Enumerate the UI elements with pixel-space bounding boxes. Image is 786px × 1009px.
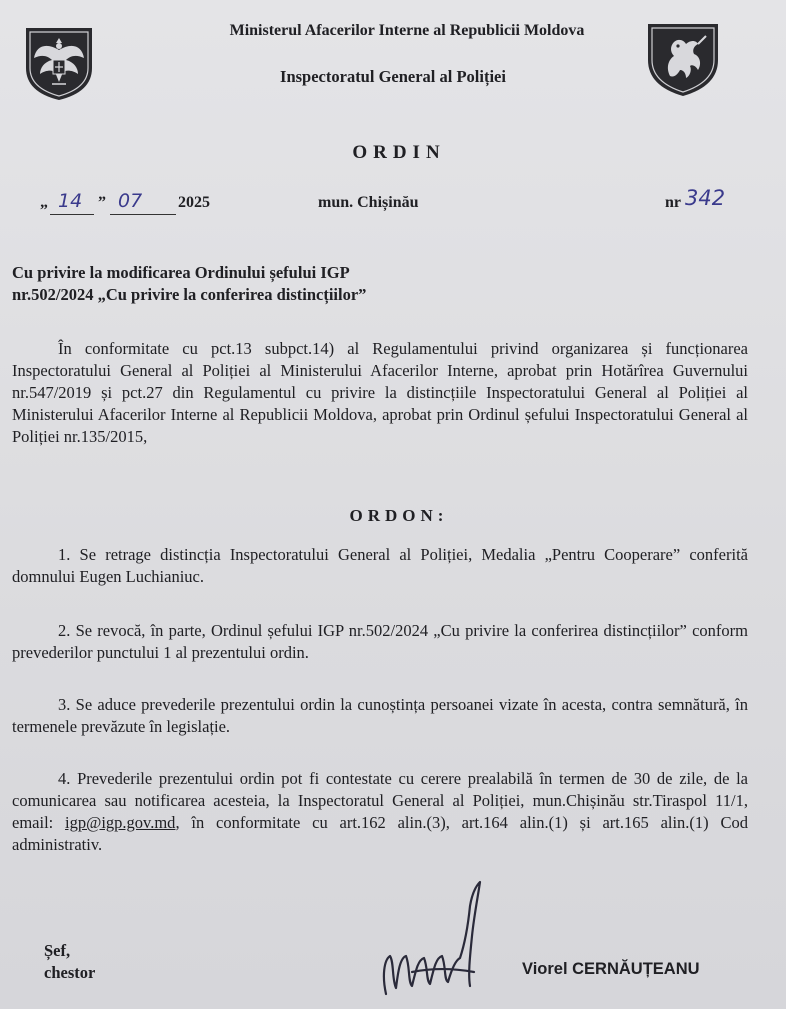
subject-line-1: Cu privire la modificarea Ordinului șefului IGP: [12, 263, 350, 282]
ordon-heading: ORDON:: [349, 506, 449, 525]
date-city-number-row: [0, 188, 786, 218]
ministry-name: Ministerul Afacerilor Interne al Republicii Moldova: [229, 22, 585, 39]
date-close-quote: ”: [98, 194, 106, 211]
order-point-4: [12, 768, 748, 856]
subject-line-2: nr.502/2024 „Cu privire la conferirea distincțiilor”: [12, 285, 367, 304]
signatory-name: Viorel CERNĂUȚEANU: [522, 960, 700, 978]
document-city: mun. Chișinău: [318, 194, 419, 211]
preamble-paragraph: În conformitate cu pct.13 subpct.14) al Regulamentului privind organizarea și funcționarea Inspectoratului General al Poliției al Ministerului Afacerilor Interne, aprobat prin Hotărîrea Guvernului nr.547/2019 și pct.27 din Regulamentul cu privire la distincțiile Inspectoratului General al Poliției al Ministerului Afacerilor Interne al Republicii Moldova, aprobat prin Ordinul șefului Inspectoratului General al Poliției nr.135/2015,: [12, 339, 748, 446]
date-day: 14: [58, 190, 83, 212]
order-point-2: 2. Se revocă, în parte, Ordinul șefului IGP nr.502/2024 „Cu privire la conferirea distincțiilor” conform prevederilor punctului 1 al prezentului ordin.: [12, 621, 748, 662]
signatory-title: [44, 940, 95, 984]
signatory-rank: chestor: [44, 963, 96, 982]
email-link[interactable]: igp@igp.gov.md: [65, 813, 176, 832]
document-number: [665, 186, 726, 212]
signatory-position: Șef,: [44, 941, 71, 960]
date-open-quote: „: [40, 194, 48, 211]
point-4-text-after: , în conformitate cu art.162 alin.(3), art.164 alin.(1) și art.165 alin.(1) Cod administrativ.: [12, 813, 748, 854]
date-month-underline: [110, 214, 176, 215]
point-4-text-before: 4. Prevederile prezentului ordin pot fi contestate cu cerere prealabilă în termen de 30 de zile, de la comunicarea sau notificarea acesteia, la Inspectoratul General al Poliției, mun.Chișinău str.Tiraspol 11/1, email:: [12, 769, 748, 832]
document-subject: [12, 262, 492, 306]
handwritten-signature: [372, 876, 502, 1004]
date-month: 07: [118, 190, 143, 212]
order-point-3: 3. Se aduce prevederile prezentului ordin la cunoștința persoanei vizate în acesta, contra semnătură, în termenele prevăzute în legislație.: [12, 695, 748, 736]
date-year: 2025: [178, 194, 210, 211]
number-value: 342: [685, 186, 726, 210]
date-day-underline: [50, 214, 94, 215]
order-point-1: 1. Se retrage distincția Inspectoratului General al Poliției, Medalia „Pentru Cooperare” conferită domnului Eugen Luchianiuc.: [12, 545, 748, 586]
number-label: nr: [665, 194, 681, 211]
document-title: ORDIN: [352, 142, 446, 163]
police-lion-shield-icon: [644, 20, 722, 98]
inspectorate-name: Inspectoratul General al Poliției: [280, 67, 506, 86]
